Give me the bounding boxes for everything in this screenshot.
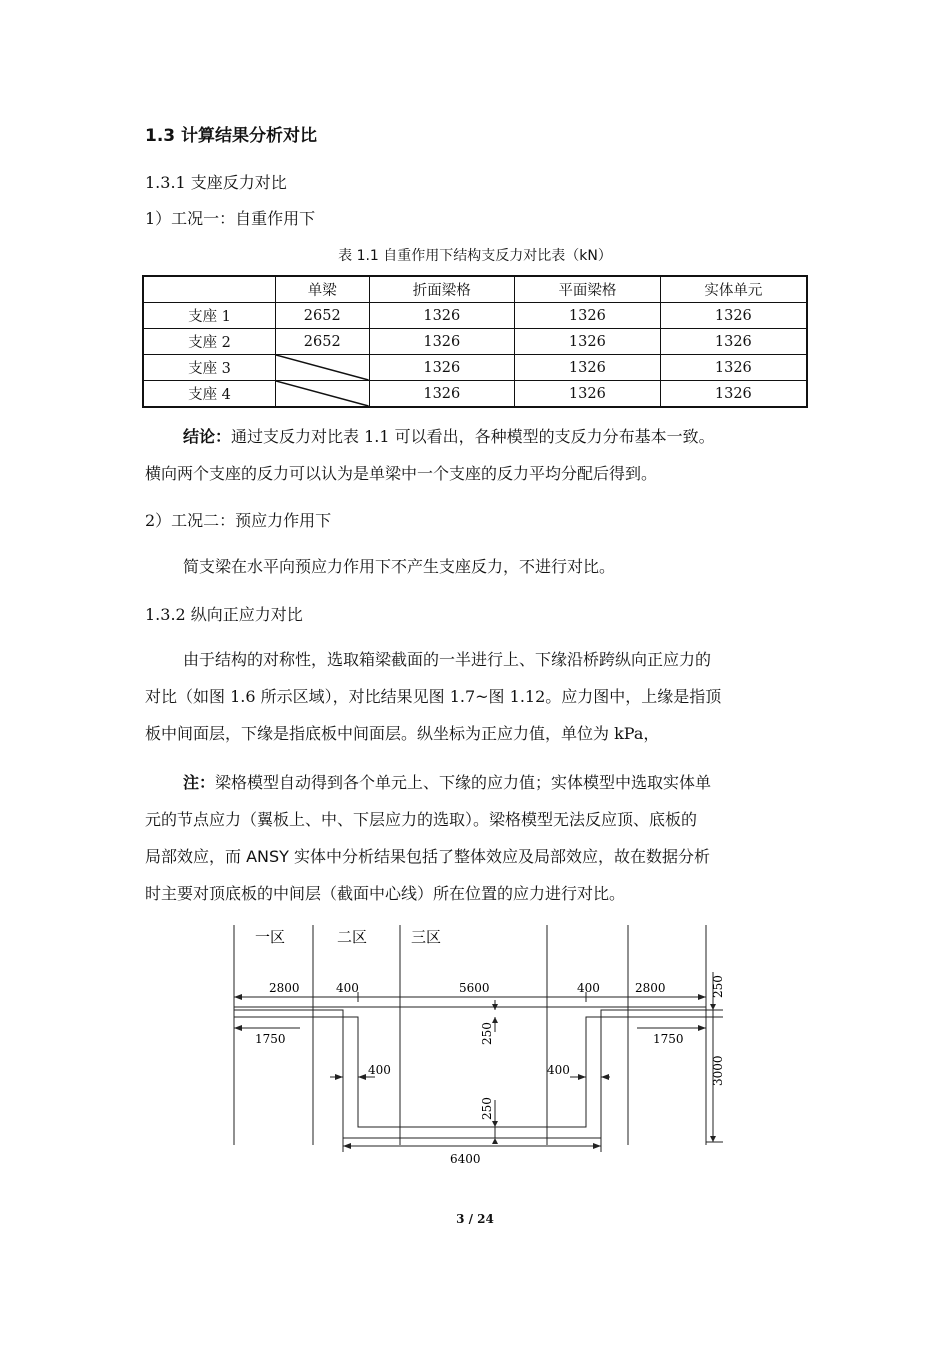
reaction-table xyxy=(142,275,808,408)
section-title: 1.3 计算结果分析对比 xyxy=(145,126,318,146)
note-paragraph-line-2: 元的节点应力（翼板上、中、下层应力的选取）。梁格模型无法反应顶、底板的 xyxy=(145,810,698,829)
dim-label: 2800 xyxy=(635,981,666,995)
box-girder-section-diagram xyxy=(225,920,725,1170)
table-cell: 1326 xyxy=(369,355,515,381)
table-cell: 1326 xyxy=(515,329,661,355)
dim-label: 6400 xyxy=(450,1152,481,1166)
conclusion-text: 通过支反力对比表 1.1 可以看出，各种模型的支反力分布基本一致。 xyxy=(231,427,715,446)
table-cell: 2652 xyxy=(276,329,370,355)
conclusion-paragraph xyxy=(145,418,809,455)
zone-label: 二区 xyxy=(337,928,368,946)
table-cell: 1326 xyxy=(660,329,807,355)
table-cell: 支座 3 xyxy=(143,355,276,381)
table-row xyxy=(143,355,807,381)
table-cell: 1326 xyxy=(515,381,661,408)
table-cell: 1326 xyxy=(515,303,661,329)
table-cell-diagonal xyxy=(276,355,370,381)
table-caption: 表 1.1 自重作用下结构支反力对比表（kN） xyxy=(338,248,612,264)
dim-label: 250 xyxy=(711,975,725,998)
table-cell: 1326 xyxy=(515,355,661,381)
table-row xyxy=(143,329,807,355)
dim-label: 250 xyxy=(480,1097,494,1120)
dim-label: 400 xyxy=(368,1063,391,1077)
case-2-text: 简支梁在水平向预应力作用下不产生支座反力，不进行对比。 xyxy=(183,557,616,576)
table-header-row xyxy=(143,276,807,303)
conclusion-line-2: 横向两个支座的反力可以认为是单梁中一个支座的反力平均分配后得到。 xyxy=(145,464,658,483)
diagonal-line xyxy=(276,381,369,406)
table-cell: 1326 xyxy=(660,355,807,381)
dim-label: 1750 xyxy=(653,1032,684,1046)
conclusion-label: 结论： xyxy=(183,427,232,446)
table-cell: 2652 xyxy=(276,303,370,329)
dim-label: 400 xyxy=(577,981,600,995)
table-cell: 1326 xyxy=(660,303,807,329)
table-cell: 支座 4 xyxy=(143,381,276,408)
diagonal-line xyxy=(276,355,369,380)
stress-paragraph-line-1: 由于结构的对称性，选取箱梁截面的一半进行上、下缘沿桥跨纵向正应力的 xyxy=(183,650,712,669)
stress-paragraph-line-2: 对比（如图 1.6 所示区域），对比结果见图 1.7~图 1.12。应力图中，上缘是指顶 xyxy=(145,687,722,706)
dim-label: 3000 xyxy=(711,1055,725,1086)
table-header-cell: 实体单元 xyxy=(660,276,807,303)
note-paragraph-line-1 xyxy=(145,764,809,801)
subsection-title-1-3-2: 1.3.2 纵向正应力对比 xyxy=(145,605,303,624)
zone-label: 三区 xyxy=(411,928,442,946)
case-1-heading: 1）工况一：自重作用下 xyxy=(145,209,316,228)
note-paragraph-line-4: 时主要对顶底板的中间层（截面中心线）所在位置的应力进行对比。 xyxy=(145,884,626,903)
note-paragraph-line-3: 局部效应，而 ANSY 实体中分析结果包括了整体效应及局部效应，故在数据分析 xyxy=(145,847,711,866)
table-cell: 支座 2 xyxy=(143,329,276,355)
dim-label: 400 xyxy=(336,981,359,995)
dim-label: 5600 xyxy=(459,981,490,995)
note-label: 注： xyxy=(183,773,216,792)
table-header-cell xyxy=(143,276,276,303)
table-cell-diagonal xyxy=(276,381,370,408)
table-cell: 1326 xyxy=(369,329,515,355)
dim-label: 400 xyxy=(547,1063,570,1077)
dim-label: 250 xyxy=(480,1022,494,1045)
zone-label: 一区 xyxy=(255,928,286,946)
table-header-cell: 平面梁格 xyxy=(515,276,661,303)
note-text: 梁格模型自动得到各个单元上、下缘的应力值；实体模型中选取实体单 xyxy=(215,773,712,792)
table-cell: 支座 1 xyxy=(143,303,276,329)
page-number: 3 / 24 xyxy=(456,1212,494,1226)
table-cell: 1326 xyxy=(369,303,515,329)
table-row xyxy=(143,303,807,329)
table-header-cell: 单梁 xyxy=(276,276,370,303)
table-cell: 1326 xyxy=(660,381,807,408)
subsection-title-1-3-1: 1.3.1 支座反力对比 xyxy=(145,173,287,192)
table-cell: 1326 xyxy=(369,381,515,408)
dim-label: 1750 xyxy=(255,1032,286,1046)
case-2-heading: 2）工况二：预应力作用下 xyxy=(145,511,332,530)
dim-label: 2800 xyxy=(269,981,300,995)
table-row xyxy=(143,381,807,408)
stress-paragraph-line-3: 板中间面层，下缘是指底板中间面层。纵坐标为正应力值，单位为 kPa， xyxy=(145,724,660,743)
table-header-cell: 折面梁格 xyxy=(369,276,515,303)
